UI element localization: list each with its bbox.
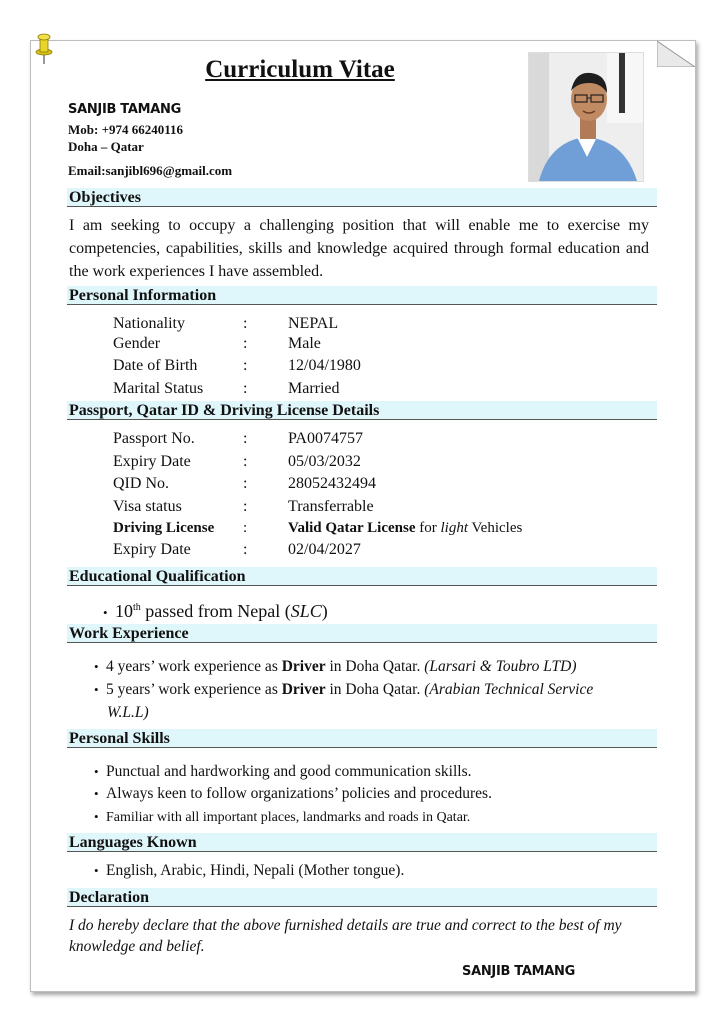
education-grade: 10 <box>115 601 133 621</box>
signature-name: SANJIB TAMANG <box>462 964 575 979</box>
info-row-gender <box>113 333 633 355</box>
work-item <box>94 656 577 678</box>
license-text: for <box>415 520 441 536</box>
info-row-date-of-birth <box>113 355 633 377</box>
doc-value: 28052432494 <box>288 475 376 492</box>
doc-row-passport-expiry <box>113 451 633 473</box>
section-heading-declaration: Declaration <box>67 888 657 907</box>
section-heading-personal-information: Personal Information <box>67 286 657 305</box>
doc-value: 02/04/2027 <box>288 541 361 558</box>
objectives-text: I am seeking to occupy a challenging position that will enable me to exercise my competencies, capabilities, skills and knowledge acquired through formal education and the work experiences I have assembled. <box>69 217 649 280</box>
info-row-marital-status <box>113 378 633 400</box>
work-company: (Arabian Technical Service <box>424 681 594 698</box>
skill-text: Punctual and hardworking and good communication skills. <box>106 763 472 780</box>
skill-item <box>94 806 470 829</box>
email: Email:sanjibl696@gmail.com <box>68 163 233 178</box>
skill-item <box>94 761 471 783</box>
colon: : <box>243 541 248 558</box>
section-heading-education: Educational Qualification <box>67 567 657 586</box>
colon: : <box>243 430 248 447</box>
work-company-continued: W.L.L) <box>107 704 149 721</box>
profile-photo <box>528 52 644 182</box>
bullet: • <box>94 863 99 878</box>
language-text: English, Arabic, Hindi, Nepali (Mother tongue). <box>106 862 405 879</box>
declaration-text: I do hereby declare that the above furnished details are true and correct to the best of my knowledge and belief. <box>69 917 622 955</box>
doc-row-qid <box>113 473 633 495</box>
skill-item <box>94 783 492 805</box>
education-text: ) <box>321 601 328 621</box>
info-row-nationality <box>113 313 633 335</box>
work-role: Driver <box>281 658 326 675</box>
education-text: passed from Nepal ( <box>140 601 291 621</box>
work-text: 5 years’ work experience as <box>106 681 282 698</box>
location: Doha – Qatar <box>68 139 144 154</box>
license-type: Valid Qatar License <box>288 520 416 536</box>
doc-row-driving-license <box>113 517 633 539</box>
section-heading-objectives: Objectives <box>67 188 657 207</box>
doc-label: Expiry Date <box>113 541 191 558</box>
doc-value <box>288 517 522 539</box>
candidate-name: SANJIB TAMANG <box>68 102 181 117</box>
license-text: Vehicles <box>468 520 523 536</box>
page-curl-icon <box>657 41 695 67</box>
doc-value: PA0074757 <box>288 430 363 447</box>
doc-label: QID No. <box>113 475 169 492</box>
mobile-number: Mob: +974 66240116 <box>68 122 184 137</box>
work-company: (Larsari & Toubro LTD) <box>424 658 577 675</box>
language-item <box>94 860 404 882</box>
doc-label: Expiry Date <box>113 453 191 470</box>
doc-label: Driving License <box>113 520 215 536</box>
section-heading-personal-skills: Personal Skills <box>67 729 657 748</box>
bullet: • <box>103 605 108 620</box>
doc-label: Visa status <box>113 498 182 515</box>
info-label: Nationality <box>113 315 185 332</box>
section-heading-work-experience: Work Experience <box>67 624 657 643</box>
page-title: Curriculum Vitae <box>205 56 395 83</box>
colon: : <box>243 475 248 492</box>
colon: : <box>243 335 248 352</box>
education-item <box>103 597 328 624</box>
skill-text: Familiar with all important places, landmarks and roads in Qatar. <box>106 810 471 825</box>
bullet: • <box>94 764 99 779</box>
doc-label: Passport No. <box>113 430 195 447</box>
info-value: Male <box>288 335 321 352</box>
colon: : <box>243 357 248 374</box>
education-board: SLC <box>290 601 322 621</box>
work-text: in Doha Qatar. <box>325 681 425 698</box>
info-label: Gender <box>113 335 161 352</box>
license-class: light <box>440 520 469 536</box>
doc-value: Transferrable <box>288 498 374 515</box>
doc-row-passport <box>113 428 633 450</box>
bullet: • <box>94 659 99 674</box>
section-heading-documents: Passport, Qatar ID & Driving License Details <box>67 401 657 420</box>
info-value: Married <box>288 380 340 397</box>
bullet: • <box>94 809 99 824</box>
bullet: • <box>94 786 99 801</box>
info-label: Date of Birth <box>113 357 198 374</box>
skill-text: Always keen to follow organizations’ policies and procedures. <box>106 785 492 802</box>
doc-row-visa-status <box>113 496 633 518</box>
section-heading-languages: Languages Known <box>67 833 657 852</box>
work-text: in Doha Qatar. <box>325 658 425 675</box>
colon: : <box>243 498 248 515</box>
colon: : <box>243 315 248 332</box>
doc-row-license-expiry <box>113 539 633 561</box>
info-value: NEPAL <box>288 315 339 332</box>
bullet: • <box>94 682 99 697</box>
colon: : <box>243 380 248 397</box>
work-item <box>94 679 593 701</box>
doc-value: 05/03/2032 <box>288 453 361 470</box>
ordinal-suffix: th <box>133 602 141 613</box>
colon: : <box>243 520 248 536</box>
work-role: Driver <box>281 681 326 698</box>
colon: : <box>243 453 248 470</box>
info-value: 12/04/1980 <box>288 357 361 374</box>
info-label: Marital Status <box>113 380 204 397</box>
work-text: 4 years’ work experience as <box>106 658 282 675</box>
